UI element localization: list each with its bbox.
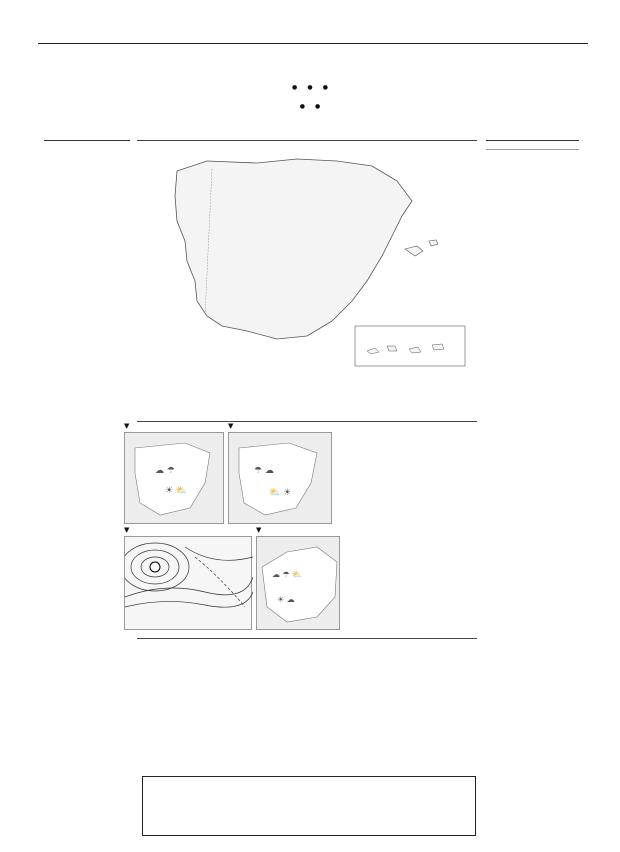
headline (292, 85, 299, 91)
tab-isobars: ▼ (124, 526, 130, 534)
svg-text:☀ ☁: ☀ ☁ (277, 595, 295, 604)
past-map (228, 432, 332, 524)
forecast-title (44, 140, 130, 141)
svg-text:⛅ ☀: ⛅ ☀ (269, 488, 292, 498)
baleares (405, 240, 438, 256)
europe-map (256, 536, 340, 630)
page-header (38, 33, 588, 44)
tomorrow-map-svg (125, 433, 225, 525)
past-map-svg (229, 433, 333, 525)
svg-text:☀ ⛅: ☀ ⛅ (165, 486, 188, 496)
headline (323, 85, 328, 91)
small-maps (118, 422, 340, 632)
temperatures-title (486, 140, 579, 141)
bottom-strip (137, 638, 477, 768)
tab-europe: ▼ (256, 526, 262, 534)
svg-text:☁ ☂: ☁ ☂ (155, 466, 175, 476)
reservoir-chart (271, 653, 477, 761)
isobar-map (124, 536, 252, 630)
spain-map-svg (137, 141, 477, 391)
svg-text:☂ ☁: ☂ ☁ (254, 466, 274, 476)
foreign-title (486, 149, 579, 150)
weather-legend (140, 385, 476, 425)
front-article (340, 430, 476, 433)
headline (300, 104, 307, 110)
tab-tomorrow: ▼ (124, 422, 130, 430)
headline (315, 104, 320, 110)
iberia-peninsula (175, 159, 412, 339)
europe-map-svg (257, 537, 341, 631)
iberia-ad[interactable] (142, 776, 476, 836)
tab-past: ▼ (228, 422, 234, 430)
canarias-box (355, 326, 465, 366)
headline-row-1 (0, 84, 620, 91)
temperature-column (486, 140, 579, 810)
headline (307, 85, 314, 91)
spain-forecast-map (137, 140, 477, 422)
isobar-map-svg (125, 537, 253, 631)
headline-row-2 (0, 103, 620, 110)
svg-text:☁ ☂ ⛅: ☁ ☂ ⛅ (272, 570, 303, 579)
tomorrow-map (124, 432, 224, 524)
